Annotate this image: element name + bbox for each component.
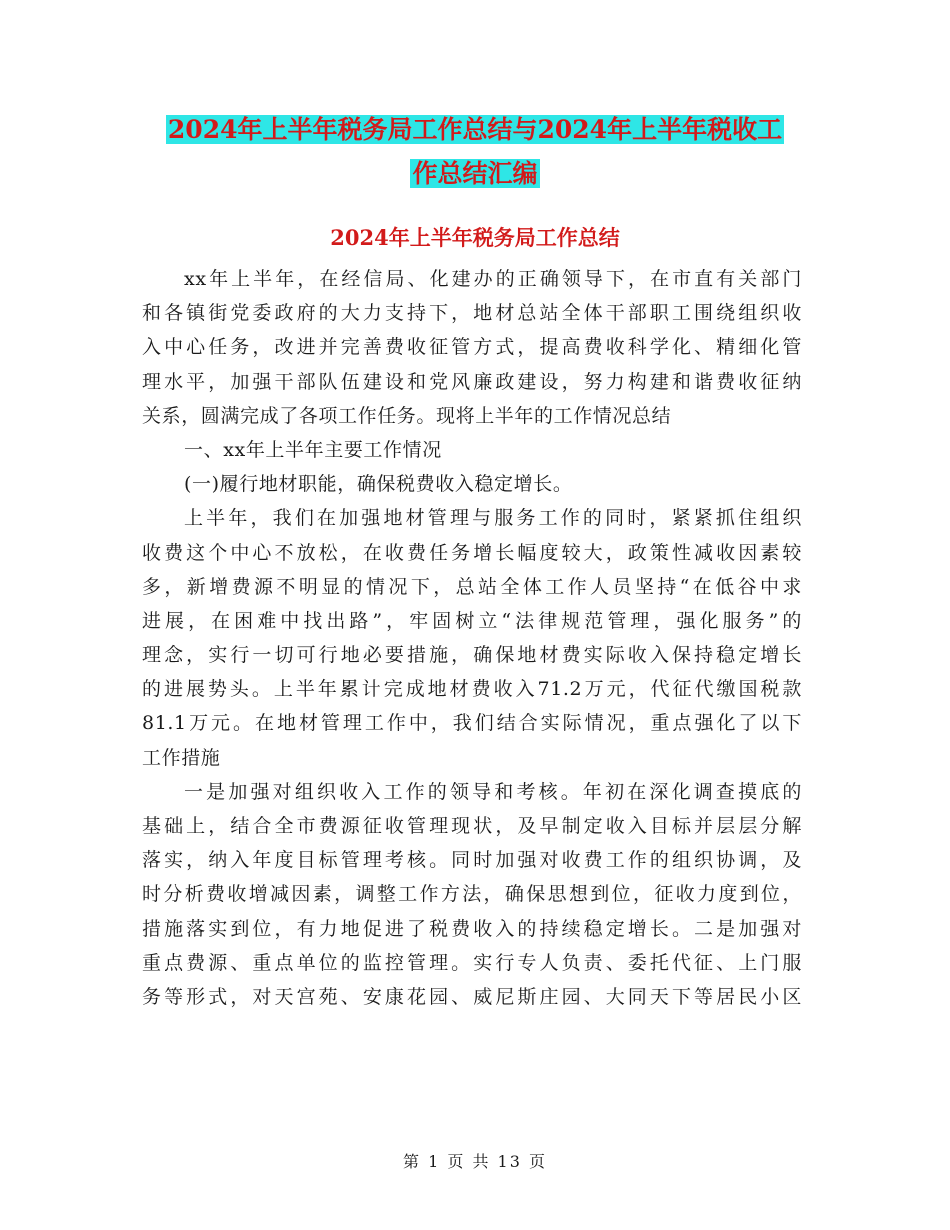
body-line: 的进展势头。上半年累计完成地材费收入71.2万元，代征代缴国税款 — [142, 678, 802, 701]
body-line: 和各镇街党委政府的大力支持下，地材总站全体干部职工围绕组织收 — [142, 302, 802, 325]
body-line: 一是加强对组织收入工作的领导和考核。年初在深化调查摸底的 — [184, 780, 802, 803]
document-title-line-2 — [0, 154, 950, 194]
body-line: 入中心任务，改进并完善费收征管方式，提高费收科学化、精细化管 — [142, 336, 802, 359]
section-title: 2024年上半年税务局工作总结 — [330, 225, 620, 250]
body-line: 务等形式，对天宫苑、安康花园、威尼斯庄园、大同天下等居民小区 — [142, 985, 802, 1008]
title-highlight-2: 作总结汇编 — [412, 159, 538, 188]
body-line: 理念，实行一切可行地必要措施，确保地材费实际收入保持稳定增长 — [142, 644, 802, 667]
body-line: 收费这个中心不放松，在收费任务增长幅度较大，政策性减收因素较 — [142, 541, 802, 564]
body-line: 措施落实到位，有力地促进了税费收入的持续稳定增长。二是加强对 — [142, 917, 802, 940]
body-line: 81.1万元。在地材管理工作中，我们结合实际情况，重点强化了以下 — [142, 712, 802, 735]
body-line: xx年上半年，在经信局、化建办的正确领导下，在市直有关部门 — [184, 268, 802, 290]
body-line: 关系，圆满完成了各项工作任务。现将上半年的工作情况总结 — [142, 404, 672, 427]
document-title-line-1 — [0, 110, 950, 150]
heading-line: 一、xx年上半年主要工作情况 — [184, 438, 442, 461]
title-highlight-1: 2024年上半年税务局工作总结与2024年上半年税收工 — [167, 115, 783, 144]
body-line: 工作措施 — [142, 746, 221, 769]
body-line: 落实，纳入年度目标管理考核。同时加强对收费工作的组织协调，及 — [142, 849, 802, 872]
body-line: 多，新增费源不明显的情况下，总站全体工作人员坚持“在低谷中求 — [142, 575, 802, 598]
page-footer: 第 1 页 共 13 页 — [403, 1152, 547, 1171]
body-line: 时分析费收增减因素，调整工作方法，确保思想到位，征收力度到位， — [142, 883, 802, 906]
body-line: 上半年，我们在加强地材管理与服务工作的同时，紧紧抓住组织 — [184, 507, 802, 530]
body-line: 理水平，加强干部队伍建设和党风廉政建设，努力构建和谐费收征纳 — [142, 370, 802, 393]
subheading-line: (一)履行地材职能，确保税费收入稳定增长。 — [184, 473, 573, 496]
body-line: 基础上，结合全市费源征收管理现状，及早制定收入目标并层层分解 — [142, 815, 802, 837]
body-line: 进展，在困难中找出路”，牢固树立“法律规范管理，强化服务”的 — [142, 609, 802, 632]
body-line: 重点费源、重点单位的监控管理。实行专人负责、委托代征、上门服 — [142, 951, 802, 974]
document-body — [142, 262, 802, 1014]
